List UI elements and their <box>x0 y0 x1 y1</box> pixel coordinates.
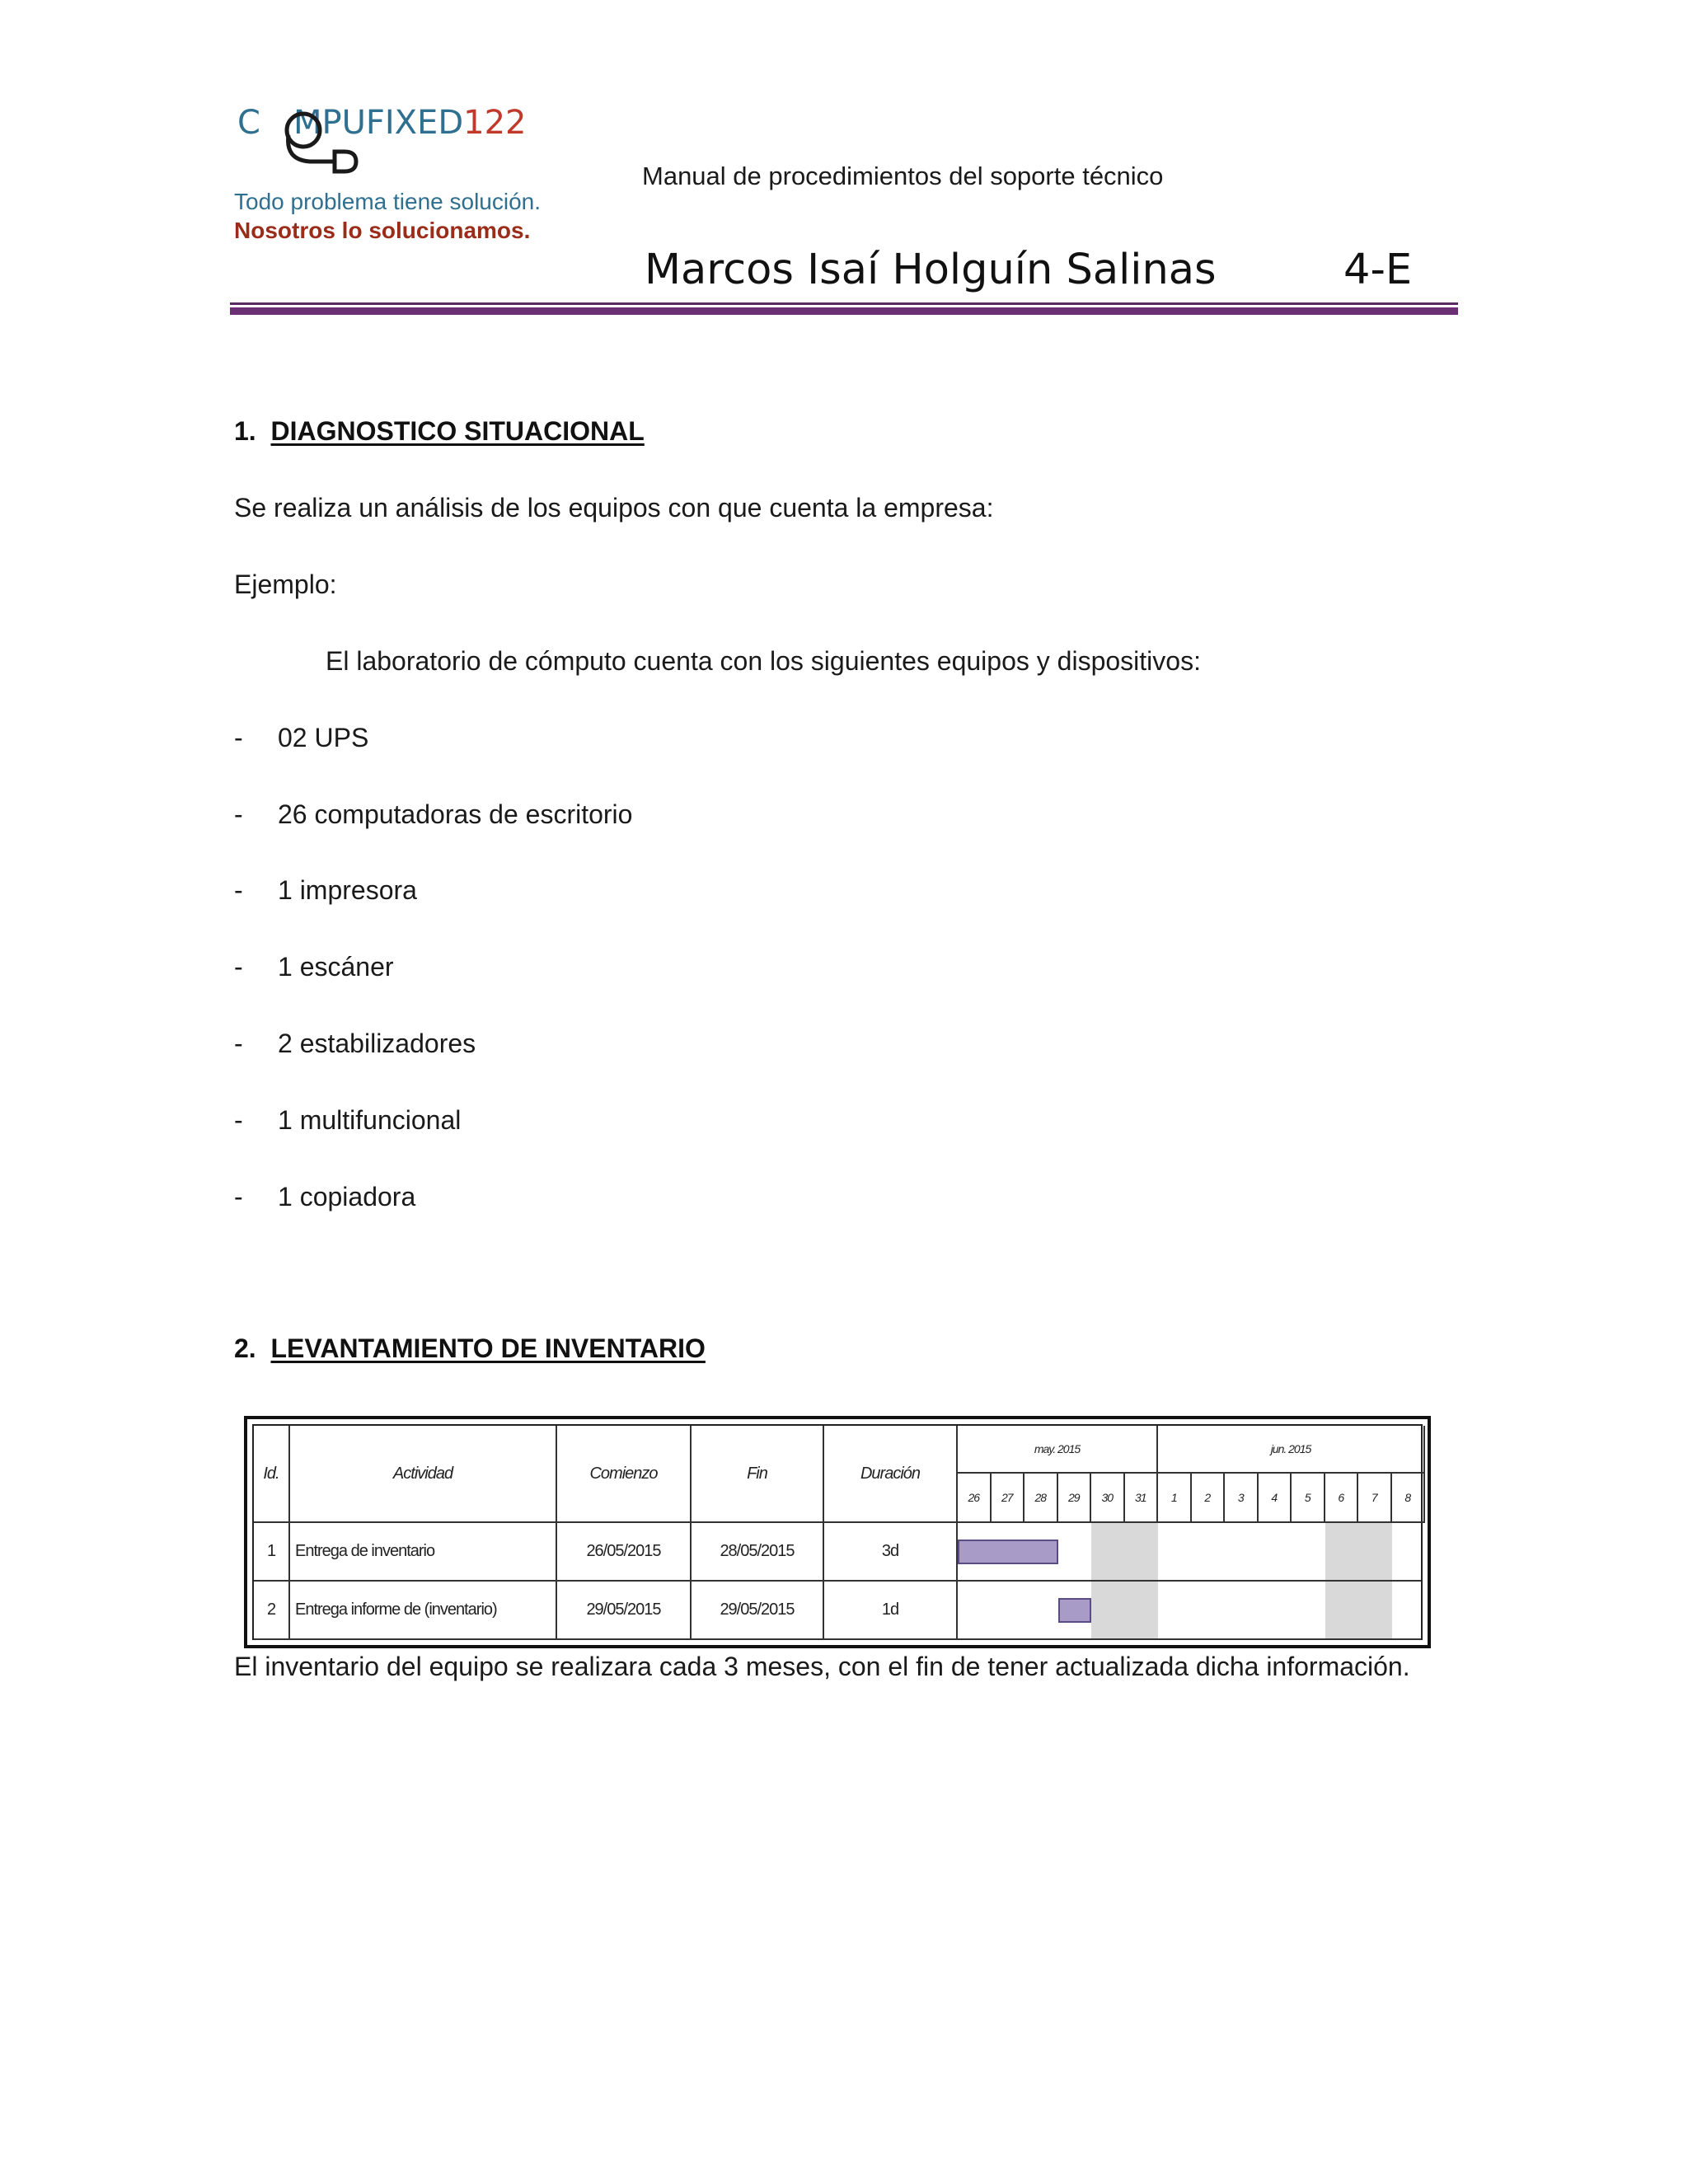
gantt-nonworking-shade <box>1358 1523 1392 1640</box>
gantt-day-label: 3 <box>1225 1474 1259 1523</box>
gantt-task-activity: Entrega de inventario <box>290 1523 557 1582</box>
gantt-task-end: 28/05/2015 <box>692 1523 824 1582</box>
list-item: 1 multifuncional <box>278 1105 462 1135</box>
gantt-task-activity: Entrega informe de (inventario) <box>290 1582 557 1640</box>
gantt-task-end: 29/05/2015 <box>692 1582 824 1640</box>
gantt-day-label: 7 <box>1358 1474 1392 1523</box>
header-divider-thin <box>230 302 1458 305</box>
company-logo <box>237 96 528 175</box>
list-dash: - <box>234 1105 243 1135</box>
gantt-day-label: 29 <box>1058 1474 1092 1523</box>
gantt-day-label: 26 <box>958 1474 992 1523</box>
gantt-header-end: Fin <box>692 1426 824 1523</box>
section-2-number: 2. <box>234 1333 256 1363</box>
author-name: Marcos Isaí Holguín Salinas <box>645 246 1217 294</box>
list-dash: - <box>234 952 243 982</box>
stethoscope-icon <box>277 102 368 185</box>
gantt-row-divider <box>958 1638 1421 1640</box>
gantt-nonworking-shade <box>1091 1523 1125 1640</box>
gantt-chart <box>244 1416 1431 1648</box>
gantt-day-label: 2 <box>1192 1474 1226 1523</box>
list-dash: - <box>234 875 243 905</box>
list-dash: - <box>234 723 243 752</box>
gantt-grid <box>252 1424 1423 1640</box>
closing-paragraph: El inventario del equipo se realizara cada 3 meses, con el fin de tener actualizada dicha información. <box>234 1652 1410 1681</box>
gantt-day-label: 27 <box>992 1474 1025 1523</box>
tagline-secondary: Nosotros lo solucionamos. <box>234 218 531 243</box>
gantt-header-start: Comienzo <box>557 1426 692 1523</box>
gantt-day-label: 6 <box>1325 1474 1359 1523</box>
list-dash: - <box>234 1182 243 1212</box>
gantt-header-id: Id. <box>254 1426 290 1523</box>
gantt-day-label: 31 <box>1125 1474 1159 1523</box>
section-2-title: LEVANTAMIENTO DE INVENTARIO <box>270 1333 706 1363</box>
gantt-task-id: 1 <box>254 1523 290 1582</box>
gantt-task-bar <box>958 1540 1058 1564</box>
list-item: 1 copiadora <box>278 1182 416 1212</box>
list-dash: - <box>234 799 243 829</box>
gantt-header-duration: Duración <box>824 1426 958 1523</box>
section-1-heading <box>234 416 645 447</box>
gantt-task-start: 29/05/2015 <box>557 1582 692 1640</box>
manual-title: Manual de procedimientos del soporte técnico <box>642 162 1164 190</box>
gantt-task-bar <box>1058 1598 1092 1623</box>
gantt-task-start: 26/05/2015 <box>557 1523 692 1582</box>
list-item: 26 computadoras de escritorio <box>278 799 633 829</box>
gantt-month-label: may. 2015 <box>958 1426 1158 1474</box>
gantt-nonworking-shade <box>1325 1523 1359 1640</box>
section-1-title: DIAGNOSTICO SITUACIONAL <box>270 416 645 446</box>
list-item: 2 estabilizadores <box>278 1029 476 1058</box>
gantt-header-activity: Actividad <box>290 1426 557 1523</box>
gantt-day-label: 4 <box>1259 1474 1292 1523</box>
list-item: 1 escáner <box>278 952 394 982</box>
list-item: 1 impresora <box>278 875 417 905</box>
gantt-task-duration: 1d <box>824 1582 958 1640</box>
tagline-primary: Todo problema tiene solución. <box>234 189 542 214</box>
group-code: 4-E <box>1343 246 1413 294</box>
section-1-number: 1. <box>234 416 256 446</box>
section-1-intro: Se realiza un análisis de los equipos con que cuenta la empresa: <box>234 493 994 523</box>
header-divider-thick <box>230 307 1458 315</box>
gantt-day-label: 30 <box>1091 1474 1125 1523</box>
logo-wordmark: C MPUFIXED122 <box>237 104 527 142</box>
gantt-task-id: 2 <box>254 1582 290 1640</box>
list-dash: - <box>234 1029 243 1058</box>
example-label: Ejemplo: <box>234 569 337 599</box>
gantt-month-label: jun. 2015 <box>1158 1426 1425 1474</box>
gantt-day-label: 8 <box>1392 1474 1426 1523</box>
example-text: El laboratorio de cómputo cuenta con los siguientes equipos y dispositivos: <box>326 646 1201 676</box>
gantt-day-label: 28 <box>1025 1474 1058 1523</box>
gantt-task-duration: 3d <box>824 1523 958 1582</box>
gantt-nonworking-shade <box>1125 1523 1159 1640</box>
gantt-day-label: 1 <box>1158 1474 1192 1523</box>
list-item: 02 UPS <box>278 723 369 752</box>
gantt-day-label: 5 <box>1292 1474 1325 1523</box>
gantt-row-divider <box>958 1580 1421 1582</box>
section-2-heading <box>234 1333 706 1364</box>
